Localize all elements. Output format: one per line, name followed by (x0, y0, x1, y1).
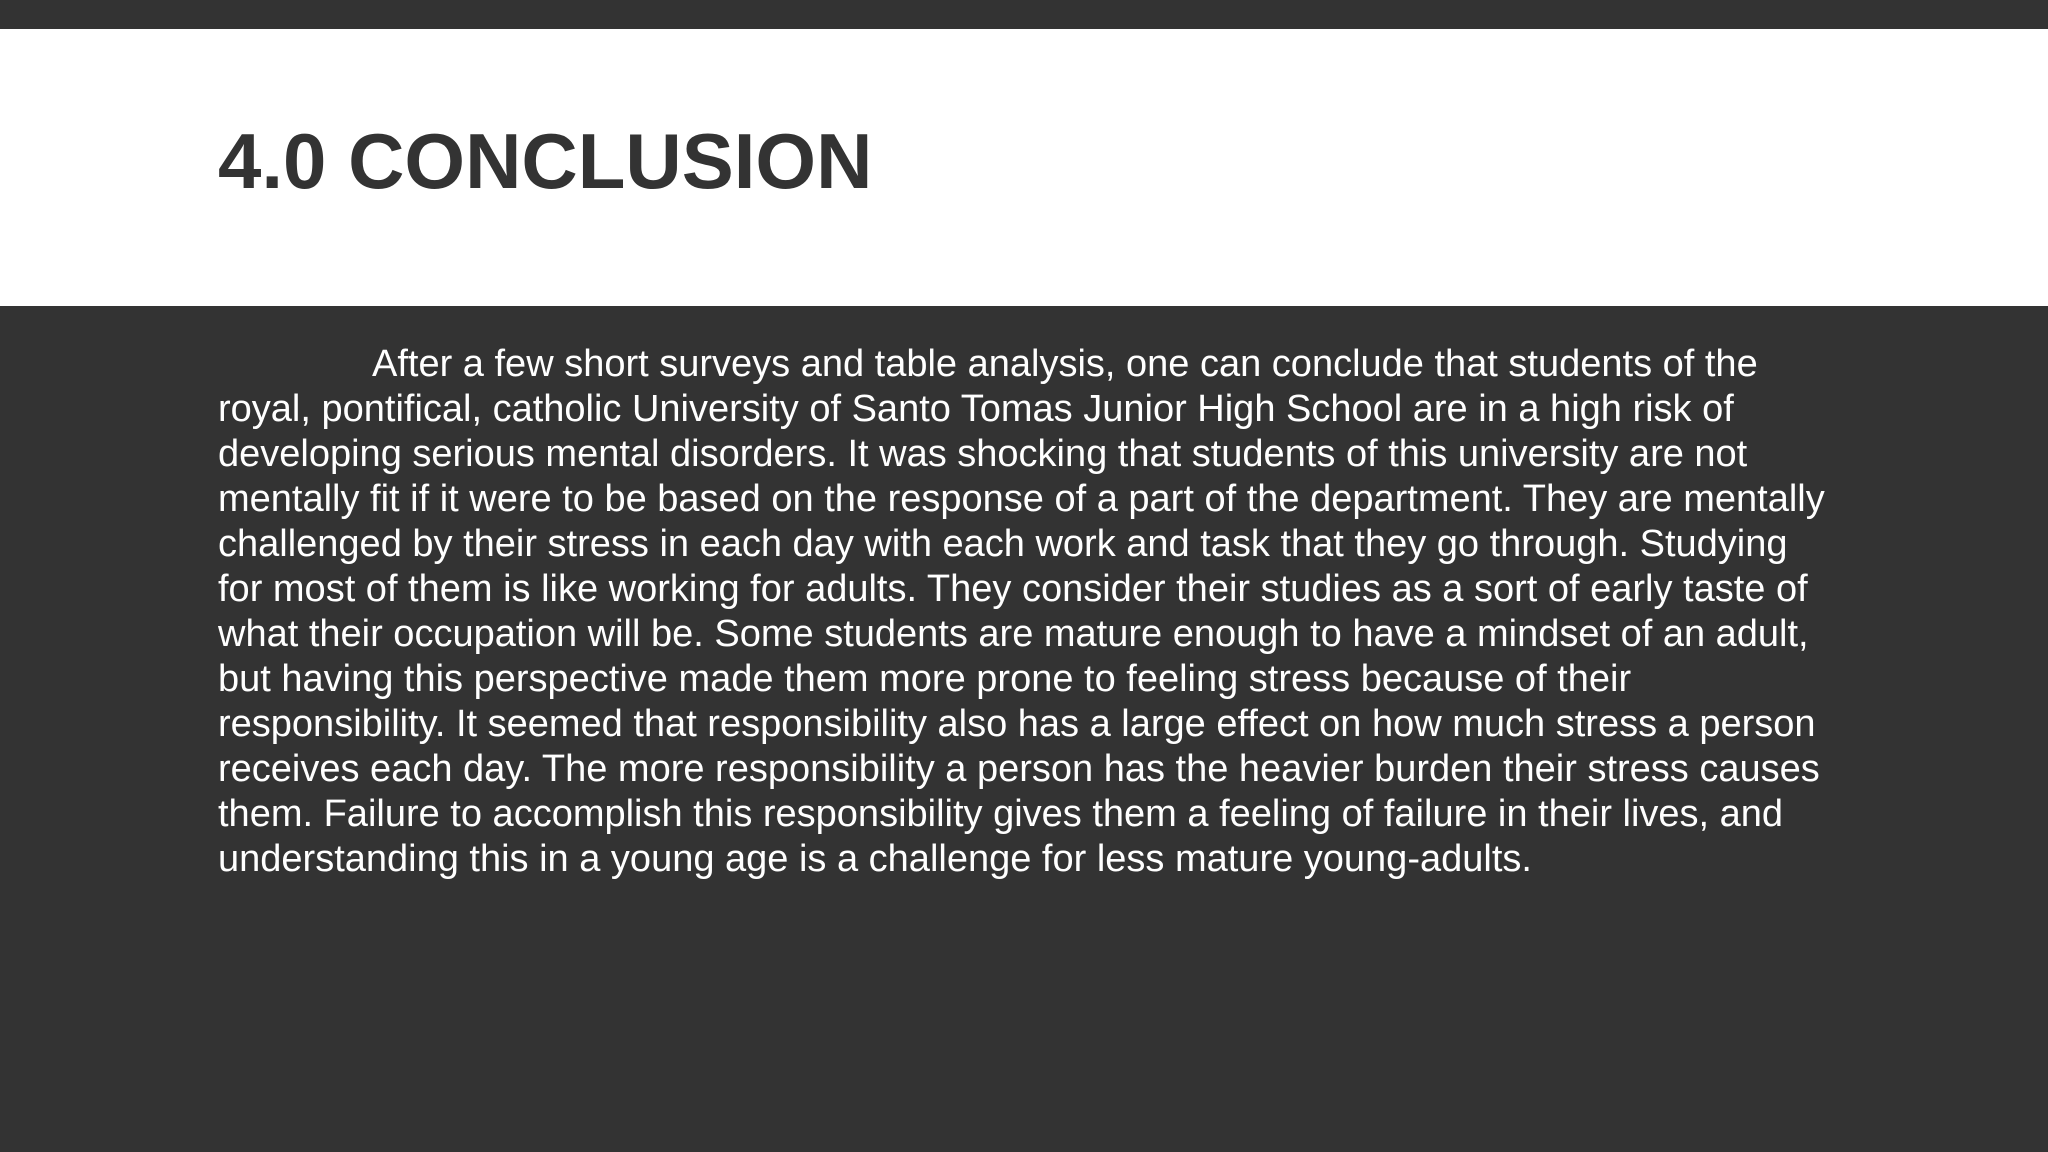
conclusion-paragraph: After a few short surveys and table analysis, one can conclude that students of the royal, pontifical, catholic University of Santo Tomas Junior High School are in a high risk of developing serious mental disorders. It was shocking that students of this university are not mentally fit if it were to be based on the response of a part of the department. They are mentally challenged by their stress in each day with each work and task that they go through. Studying for most of them is like working for adults. They consider their studies as a sort of early taste of what their occupation will be. Some students are mature enough to have a mindset of an adult, but having this perspective made them more prone to feeling stress because of their responsibility. It seemed that responsibility also has a large effect on how much stress a person receives each day. The more responsibility a person has the heavier burden their stress causes them. Failure to accomplish this responsibility gives them a feeling of failure in their lives, and understanding this in a young age is a challenge for less mature young-adults. (218, 343, 1825, 880)
top-strip (0, 0, 2048, 29)
slide-title: 4.0 CONCLUSION (218, 117, 873, 205)
